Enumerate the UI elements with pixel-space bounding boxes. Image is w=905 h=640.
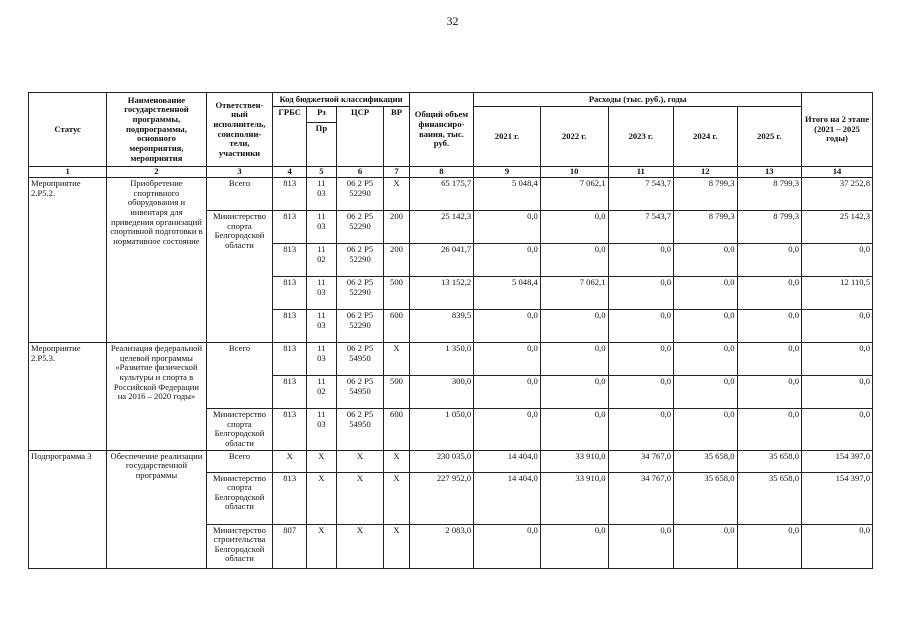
col-number: 10 — [540, 167, 608, 178]
col-number: 9 — [474, 167, 541, 178]
y2025-cell: 0,0 — [737, 524, 802, 568]
header-year-2022: 2022 г. — [540, 107, 608, 167]
y2025-cell: 35 658,0 — [737, 472, 802, 524]
total-cell: 25 142,3 — [409, 211, 474, 244]
csr-cell: 06 2 Р5 54950 — [336, 343, 384, 376]
y2023-cell: 0,0 — [608, 244, 674, 277]
header-pr: Пр — [307, 123, 337, 167]
vr-cell: Х — [384, 450, 409, 472]
grbs-cell: 813 — [273, 343, 307, 376]
grbs-cell: 807 — [273, 524, 307, 568]
total-cell: 2 083,0 — [409, 524, 474, 568]
total-cell: 839,5 — [409, 310, 474, 343]
y2022-cell: 0,0 — [540, 376, 608, 409]
header-executor: Ответствен-ный исполнитель, соисполни-тели, участники — [206, 93, 273, 167]
y2021-cell: 0,0 — [474, 211, 541, 244]
status-cell: Подпрограмма 3 — [29, 450, 107, 568]
header-rz: Рз — [307, 107, 337, 123]
y2023-cell: 0,0 — [608, 343, 674, 376]
vr-cell: 500 — [384, 376, 409, 409]
y2021-cell: 5 048,4 — [474, 178, 541, 211]
rzpr-cell: 11 03 — [307, 178, 337, 211]
grbs-cell: 813 — [273, 211, 307, 244]
y2025-cell: 0,0 — [737, 343, 802, 376]
y2023-cell: 34 767,0 — [608, 472, 674, 524]
y2021-cell: 0,0 — [474, 376, 541, 409]
header-itogo: Итого на 2 этапе (2021 – 2025 годы) — [802, 93, 873, 167]
grbs-cell: Х — [273, 450, 307, 472]
y2024-cell: 35 658,0 — [674, 450, 737, 472]
y2023-cell: 0,0 — [608, 409, 674, 451]
y2025-cell: 0,0 — [737, 244, 802, 277]
total-cell: 227 952,0 — [409, 472, 474, 524]
csr-cell: Х — [336, 524, 384, 568]
vr-cell: 200 — [384, 244, 409, 277]
col-number: 5 — [307, 167, 337, 178]
table-row — [29, 178, 873, 211]
budget-table — [28, 92, 873, 569]
y2021-cell: 14 404,0 — [474, 450, 541, 472]
header-year-2025: 2025 г. — [737, 107, 802, 167]
y2022-cell: 33 910,0 — [540, 450, 608, 472]
y2025-cell: 8 799,3 — [737, 211, 802, 244]
y2025-cell: 0,0 — [737, 376, 802, 409]
rzpr-cell: 11 03 — [307, 310, 337, 343]
y2024-cell: 8 799,3 — [674, 178, 737, 211]
y2021-cell: 5 048,4 — [474, 277, 541, 310]
csr-cell: Х — [336, 450, 384, 472]
y2021-cell: 14 404,0 — [474, 472, 541, 524]
col-number: 13 — [737, 167, 802, 178]
y2025-cell: 0,0 — [737, 409, 802, 451]
rzpr-cell: 11 03 — [307, 211, 337, 244]
y2024-cell: 0,0 — [674, 277, 737, 310]
header-year-2024: 2024 г. — [674, 107, 737, 167]
header-status: Статус — [29, 93, 107, 167]
vr-cell: 200 — [384, 211, 409, 244]
y2023-cell: 7 543,7 — [608, 211, 674, 244]
csr-cell: 06 2 Р5 54950 — [336, 376, 384, 409]
y2021-cell: 0,0 — [474, 524, 541, 568]
col-number: 4 — [273, 167, 307, 178]
vr-cell: 600 — [384, 310, 409, 343]
csr-cell: 06 2 Р5 52290 — [336, 244, 384, 277]
csr-cell: 06 2 Р5 52290 — [336, 211, 384, 244]
grbs-cell: 813 — [273, 472, 307, 524]
y2023-cell: 34 767,0 — [608, 450, 674, 472]
vr-cell: Х — [384, 343, 409, 376]
total-cell: 1 050,0 — [409, 409, 474, 451]
header-budget-code: Код бюджетной классификации — [273, 93, 409, 107]
itogo-cell: 0,0 — [802, 524, 873, 568]
col-number: 2 — [107, 167, 206, 178]
col-number: 11 — [608, 167, 674, 178]
y2025-cell: 0,0 — [737, 310, 802, 343]
csr-cell: 06 2 Р5 52290 — [336, 277, 384, 310]
y2024-cell: 0,0 — [674, 244, 737, 277]
itogo-cell: 154 397,0 — [802, 450, 873, 472]
csr-cell: 06 2 Р5 52290 — [336, 178, 384, 211]
y2022-cell: 0,0 — [540, 524, 608, 568]
vr-cell: 600 — [384, 409, 409, 451]
page-number: 32 — [446, 14, 459, 28]
header-grbs: ГРБС — [273, 107, 307, 167]
total-cell: 65 175,7 — [409, 178, 474, 211]
name-cell: Реализация федеральной целевой программы «Развитие физической культуры и спорта в Российской Федерации на 2016 – 2020 годы» — [107, 343, 206, 451]
total-cell: 1 350,0 — [409, 343, 474, 376]
executor-cell: Министерство спорта Белгородской области — [206, 409, 273, 451]
csr-cell: 06 2 Р5 52290 — [336, 310, 384, 343]
rzpr-cell: Х — [307, 524, 337, 568]
y2024-cell: 0,0 — [674, 409, 737, 451]
rzpr-cell: Х — [307, 472, 337, 524]
y2021-cell: 0,0 — [474, 409, 541, 451]
col-number: 14 — [802, 167, 873, 178]
grbs-cell: 813 — [273, 310, 307, 343]
itogo-cell: 154 397,0 — [802, 472, 873, 524]
vr-cell: Х — [384, 472, 409, 524]
executor-total-cell: Всего — [206, 343, 273, 409]
executor-cell: Министерство спорта Белгородской области — [206, 472, 273, 524]
rzpr-cell: Х — [307, 450, 337, 472]
rzpr-cell: 11 03 — [307, 277, 337, 310]
rzpr-cell: 11 02 — [307, 376, 337, 409]
csr-cell: Х — [336, 472, 384, 524]
rzpr-cell: 11 03 — [307, 409, 337, 451]
y2021-cell: 0,0 — [474, 244, 541, 277]
col-number: 1 — [29, 167, 107, 178]
grbs-cell: 813 — [273, 178, 307, 211]
executor-cell: Министерство строительства Белгородской области — [206, 524, 273, 568]
rzpr-cell: 11 02 — [307, 244, 337, 277]
col-number: 8 — [409, 167, 474, 178]
itogo-cell: 12 110,5 — [802, 277, 873, 310]
y2024-cell: 35 658,0 — [674, 472, 737, 524]
name-cell: Обеспечение реализации государственной программы — [107, 450, 206, 568]
status-cell: Мероприятие 2.Р5.2. — [29, 178, 107, 343]
vr-cell: Х — [384, 524, 409, 568]
col-number: 12 — [674, 167, 737, 178]
header-name: Наименование государственной программы, подпрограммы, основного мероприятия, мероприятия — [107, 93, 206, 167]
rzpr-cell: 11 03 — [307, 343, 337, 376]
y2021-cell: 0,0 — [474, 310, 541, 343]
y2022-cell: 0,0 — [540, 310, 608, 343]
total-cell: 300,0 — [409, 376, 474, 409]
itogo-cell: 37 252,8 — [802, 178, 873, 211]
y2024-cell: 0,0 — [674, 343, 737, 376]
executor-total-cell: Всего — [206, 450, 273, 472]
y2023-cell: 0,0 — [608, 376, 674, 409]
y2023-cell: 0,0 — [608, 277, 674, 310]
y2022-cell: 7 062,1 — [540, 178, 608, 211]
itogo-cell: 0,0 — [802, 376, 873, 409]
y2024-cell: 8 799,3 — [674, 211, 737, 244]
header-year-2021: 2021 г. — [474, 107, 541, 167]
itogo-cell: 0,0 — [802, 409, 873, 451]
total-cell: 230 035,0 — [409, 450, 474, 472]
header-year-2023: 2023 г. — [608, 107, 674, 167]
y2023-cell: 7 543,7 — [608, 178, 674, 211]
grbs-cell: 813 — [273, 409, 307, 451]
y2024-cell: 0,0 — [674, 524, 737, 568]
y2022-cell: 0,0 — [540, 343, 608, 376]
y2023-cell: 0,0 — [608, 310, 674, 343]
executor-total-cell: Всего — [206, 178, 273, 211]
vr-cell: 500 — [384, 277, 409, 310]
grbs-cell: 813 — [273, 376, 307, 409]
y2023-cell: 0,0 — [608, 524, 674, 568]
y2025-cell: 35 658,0 — [737, 450, 802, 472]
y2022-cell: 33 910,0 — [540, 472, 608, 524]
grbs-cell: 813 — [273, 277, 307, 310]
col-number: 6 — [336, 167, 384, 178]
header-vr: ВР — [384, 107, 409, 167]
header-expenses: Расходы (тыс. руб.), годы — [474, 93, 802, 107]
header-csr: ЦСР — [336, 107, 384, 167]
csr-cell: 06 2 Р5 54950 — [336, 409, 384, 451]
y2025-cell: 8 799,3 — [737, 178, 802, 211]
y2021-cell: 0,0 — [474, 343, 541, 376]
y2022-cell: 0,0 — [540, 211, 608, 244]
table-row — [29, 450, 873, 472]
status-cell: Мероприятие 2.Р5.3. — [29, 343, 107, 451]
itogo-cell: 0,0 — [802, 310, 873, 343]
y2024-cell: 0,0 — [674, 376, 737, 409]
y2022-cell: 0,0 — [540, 244, 608, 277]
total-cell: 13 152,2 — [409, 277, 474, 310]
itogo-cell: 0,0 — [802, 244, 873, 277]
y2025-cell: 0,0 — [737, 277, 802, 310]
grbs-cell: 813 — [273, 244, 307, 277]
col-number: 3 — [206, 167, 273, 178]
vr-cell: Х — [384, 178, 409, 211]
total-cell: 26 041,7 — [409, 244, 474, 277]
table-row — [29, 343, 873, 376]
executor-cell: Министерство спорта Белгородской области — [206, 211, 273, 343]
y2022-cell: 0,0 — [540, 409, 608, 451]
header-total: Общий объем финансиро-вания, тыс. руб. — [409, 93, 474, 167]
name-cell: Приобретение спортивного оборудования и инвентаря для приведения организаций спортивной подготовки в нормативное состояние — [107, 178, 206, 343]
col-number: 7 — [384, 167, 409, 178]
y2024-cell: 0,0 — [674, 310, 737, 343]
y2022-cell: 7 062,1 — [540, 277, 608, 310]
itogo-cell: 25 142,3 — [802, 211, 873, 244]
itogo-cell: 0,0 — [802, 343, 873, 376]
